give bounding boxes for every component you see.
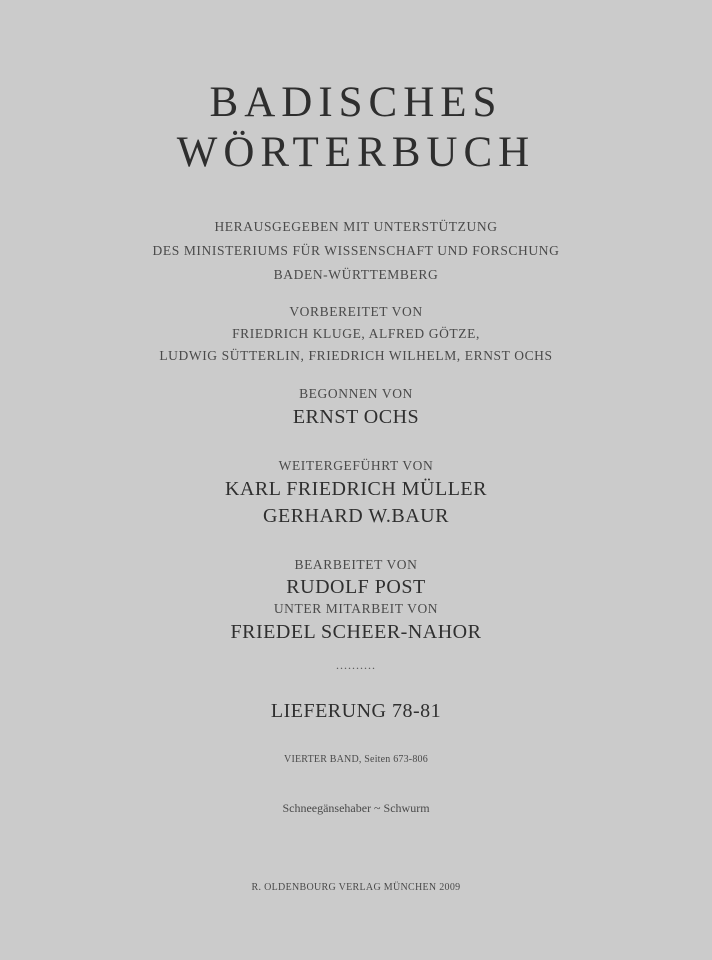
begonnen-name: ERNST OCHS: [292, 406, 420, 428]
entry-range: Schneegänsehaber ~ Schwurm: [282, 801, 430, 815]
mitarbeit-name: FRIEDEL SCHEER-NAHOR: [230, 621, 482, 643]
herausgegeben-line-2: DES MINISTERIUMS FÜR WISSENSCHAFT UND FORSCHUNG: [152, 243, 560, 258]
vorbereitet-names-1: FRIEDRICH KLUGE, ALFRED GÖTZE,: [232, 326, 480, 341]
band-pages: VIERTER BAND, Seiten 673-806: [284, 754, 428, 765]
vorbereitet-label: VORBEREITET VON: [289, 304, 423, 319]
bearbeitet-label: BEARBEITET VON: [294, 557, 418, 572]
title-line-1: BADISCHES: [209, 79, 503, 126]
weitergefuehrt-name-2: GERHARD W.BAUR: [263, 505, 449, 527]
herausgegeben-line-1: HERAUSGEGEBEN MIT UNTERSTÜTZUNG: [214, 219, 498, 234]
vorbereitet-names-2: LUDWIG SÜTTERLIN, FRIEDRICH WILHELM, ERNST OCHS: [159, 348, 553, 363]
bearbeitet-name: RUDOLF POST: [286, 576, 426, 598]
herausgegeben-line-3: BADEN-WÜRTTEMBERG: [273, 267, 439, 282]
weitergefuehrt-name-1: KARL FRIEDRICH MÜLLER: [225, 478, 487, 500]
title-line-2: WÖRTERBUCH: [176, 129, 536, 176]
lieferung-title: LIEFERUNG 78-81: [270, 700, 442, 722]
section-divider: ..........: [336, 658, 376, 672]
weitergefuehrt-label: WEITERGEFÜHRT VON: [278, 458, 434, 473]
begonnen-label: BEGONNEN VON: [299, 386, 413, 401]
mitarbeit-label: UNTER MITARBEIT VON: [273, 601, 439, 616]
publisher-line: R. OLDENBOURG VERLAG MÜNCHEN 2009: [251, 882, 461, 893]
